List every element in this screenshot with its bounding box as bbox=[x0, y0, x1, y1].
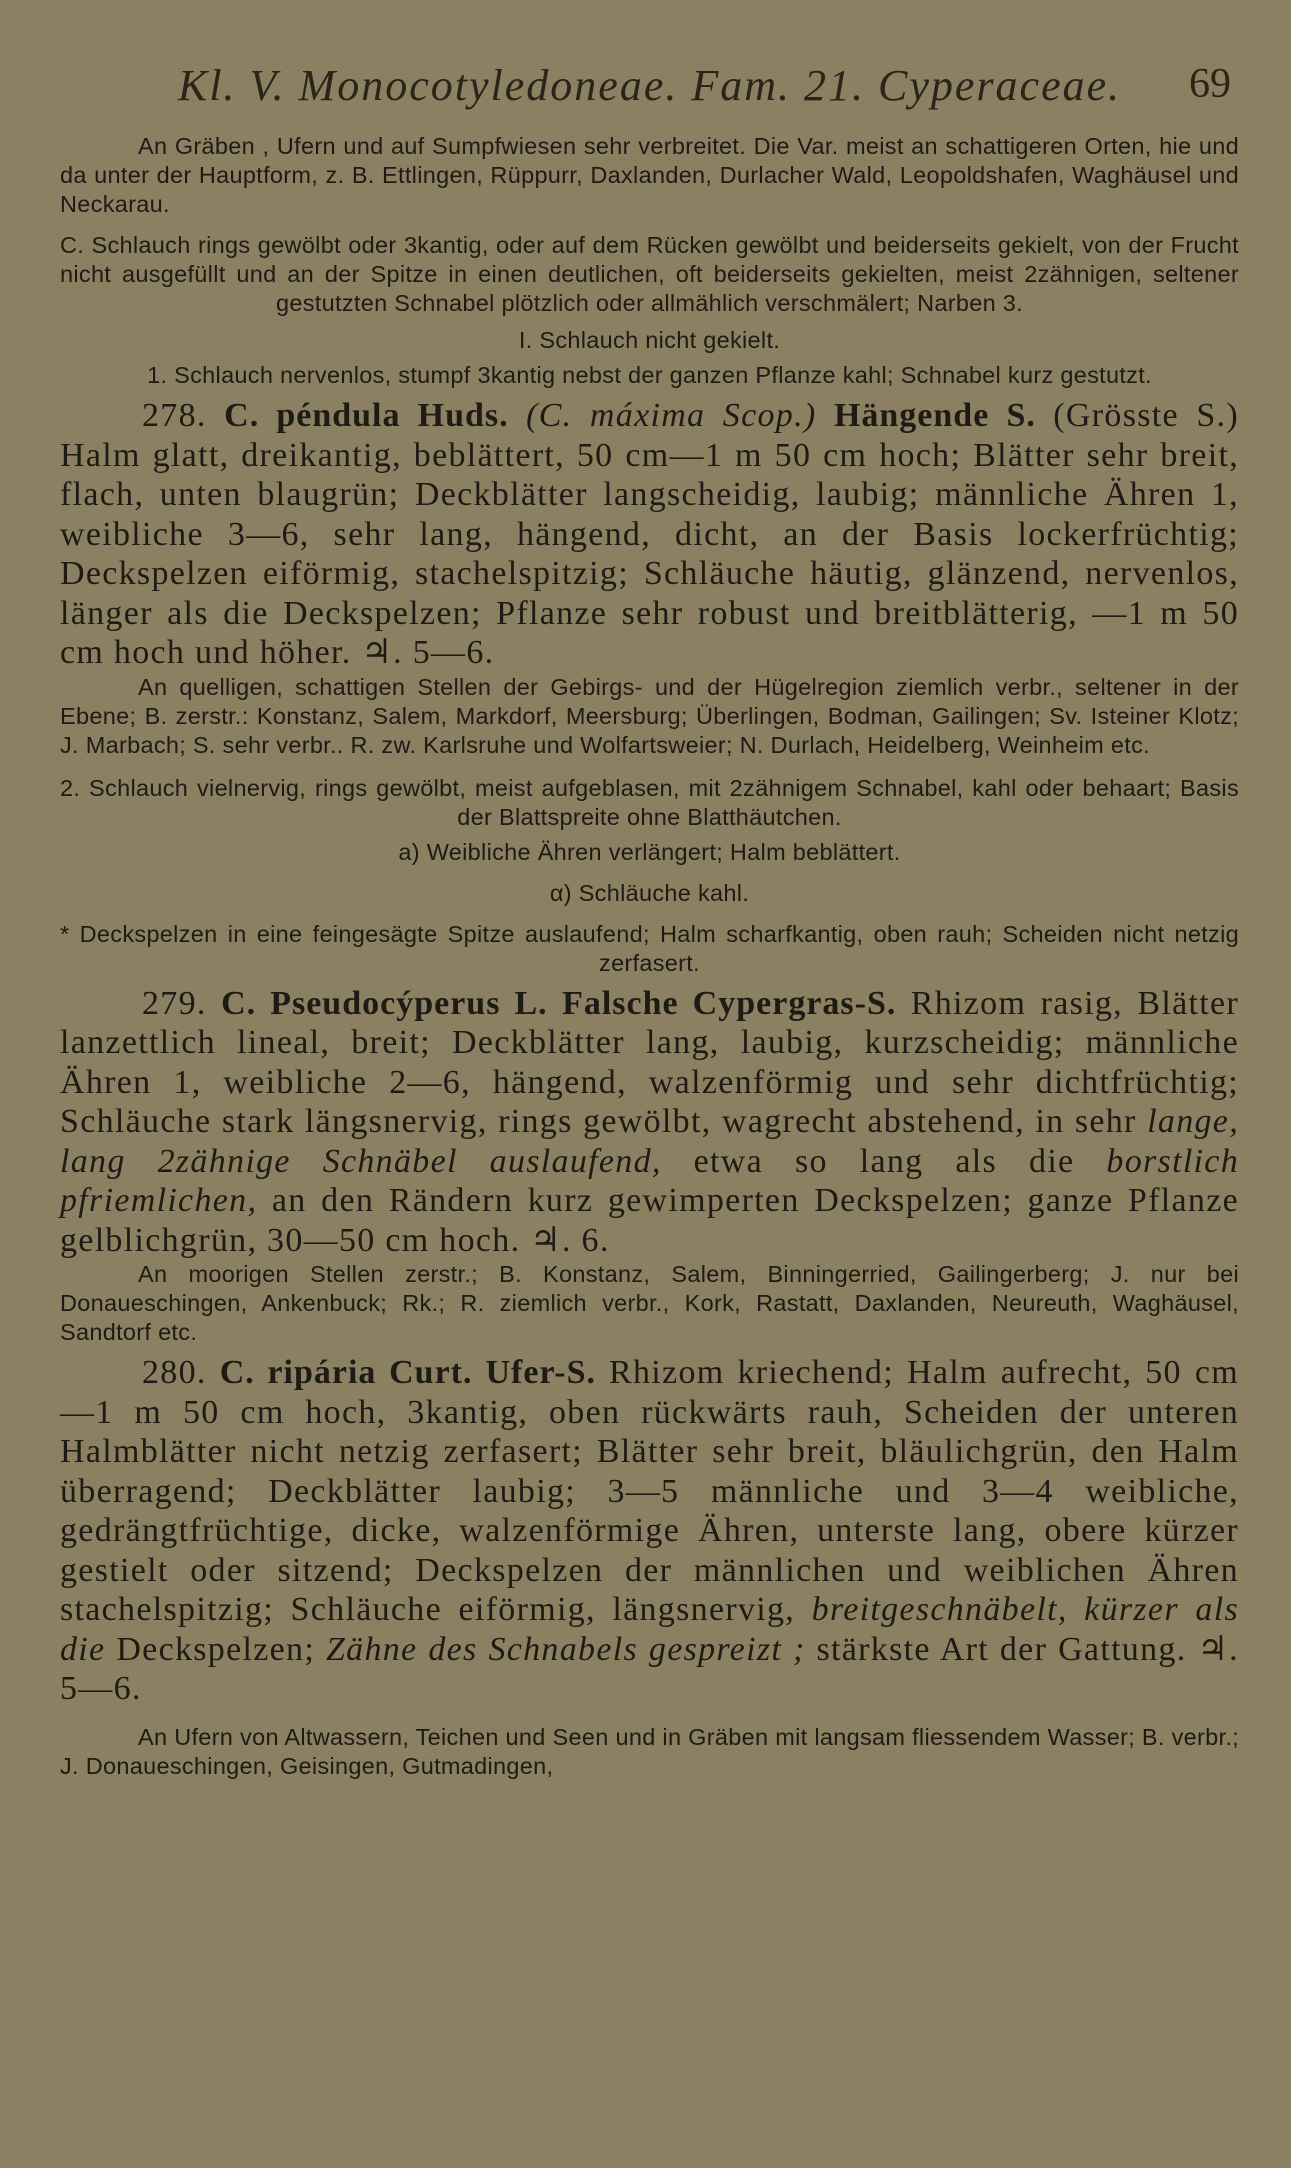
species-279-description-italic-1: lange, lang 2zähnige Schnäbel auslaufend, bbox=[60, 1103, 1239, 1180]
species-280-description-a: Rhizom kriechend; Halm aufrecht, 50 cm—1 m 50 cm hoch, 3kantig, oben rückwärts rauh, Scheiden der unteren Halmblätter nicht netzig zerfasert; Blätter sehr breit, bläulichgrün, den Halm überragend; Deckblätter laubig; 3—5 männliche und 3—4 weibliche, gedrängtfrüchtige, dicke, walzenförmige Ähren, unterste lang, obere kürzer gestielt oder sitzend; Deckspelzen der männlichen und weiblichen Ähren stachelspitzig; Schläuche eiförmig, längsnervig, bbox=[60, 1354, 1239, 1628]
key-section-c: C. Schlauch rings gewölbt oder 3kantig, oder auf dem Rücken gewölbt und beiderseits gekielt, von der Frucht nicht ausgefüllt und an der Spitze in einen deutlichen, oft beiderseits gekielten, meist 2zähnigen, seltener gestutzten Schnabel plötzlich oder allmählich verschmälert; Narben 3. bbox=[60, 232, 1239, 316]
species-279-description-a: Rhizom rasig, Blätter lanzettlich lineal, breit; Deckblätter lang, laubig, kurzscheidig; männliche Ähren 1, weibliche 2—6, hängend, walzenförmig und sehr dichtfrüchtig; Schläuche stark längsnervig, rings gewölbt, wagrecht abstehend, in sehr bbox=[60, 984, 1239, 1140]
habitat-note-279: An moorigen Stellen zerstr.; B. Konstanz, Salem, Binningerried, Gailingerberg; J. nur bei Donaueschingen, Ankenbuck; Rk.; R. ziemlich verbr., Kork, Rastatt, Daxlanden, Neureuth, Waghäusel, Sandtorf etc. bbox=[60, 1261, 1239, 1345]
habitat-note-280: An Ufern von Altwassern, Teichen und Seen und in Gräben mit langsam fliessendem Wasser; B. verbr.; J. Donaueschingen, Geisingen, Gutmadingen, bbox=[60, 1723, 1239, 1779]
species-280-number: 280. bbox=[142, 1354, 207, 1391]
species-279-description-c: an den Rändern kurz gewimperten Deckspelzen; ganze Pflanze gelblichgrün, 30—50 cm hoch. ♃. 6. bbox=[60, 1182, 1239, 1259]
key-item-2a: a) Weibliche Ähren verlängert; Halm beblättert. bbox=[398, 838, 901, 865]
species-279-description-italic-2: borstlich pfriemlichen, bbox=[60, 1142, 1239, 1219]
species-280-name: C. ripária Curt. bbox=[219, 1354, 473, 1391]
habitat-note-278: An quelligen, schattigen Stellen der Gebirgs- und der Hügelregion ziemlich verbr., seltener in der Ebene; B. zerstr.: Konstanz, Salem, Markdorf, Meersburg; Überlingen, Bodman, Gailingen; Sv. Isteiner Klotz; J. Marbach; S. sehr verbr.. R. zw. Karlsruhe und Wolfartsweier; N. Durlach, Heidelberg, Weinheim etc. bbox=[60, 673, 1239, 758]
species-278-number: 278. bbox=[142, 397, 207, 434]
species-279-name: C. Pseudocýperus L. bbox=[221, 984, 548, 1022]
species-280-description-italic-1: breitgeschnäbelt, kürzer als die bbox=[60, 1591, 1239, 1668]
key-item-star: * Deckspelzen in eine feingesägte Spitze auslaufend; Halm scharfkantig, oben rauh; Scheiden nicht netzig zerfasert. bbox=[60, 920, 1239, 976]
header-title: Kl. V. Monocotyledoneae. Fam. 21. Cyperaceae. bbox=[177, 61, 1122, 110]
species-279-common-name: Falsche Cypergras-S. bbox=[562, 984, 897, 1022]
species-280-description-b: Deckspelzen; bbox=[116, 1630, 316, 1668]
species-278 bbox=[60, 396, 1239, 673]
species-279-number: 279. bbox=[142, 984, 207, 1022]
species-280-description-c: stärkste Art der Gattung. ♃. 5—6. bbox=[60, 1630, 1239, 1707]
running-header bbox=[60, 60, 1239, 120]
species-278-common-name: Hängende S. bbox=[833, 397, 1036, 434]
species-280-common-name: Ufer-S. bbox=[485, 1354, 597, 1391]
species-279 bbox=[60, 984, 1239, 1261]
species-278-description: (Grösste S.) Halm glatt, dreikantig, beblättert, 50 cm—1 m 50 cm hoch; Blätter sehr breit, flach, unten blaugrün; Deckblätter langscheidig, laubig; männliche Ähren 1, weibliche 3—6, sehr lang, hängend, dicht, an der Basis lockerfrüchtig; Deckspelzen eiförmig, stachelspitzig; Schläuche häutig, glänzend, nervenlos, länger als die Deckspelzen; Pflanze sehr robust und breitblätterig, —1 m 50 cm hoch und höher. ♃. 5—6. bbox=[60, 397, 1239, 671]
key-item-1: 1. Schlauch nervenlos, stumpf 3kantig nebst der ganzen Pflanze kahl; Schnabel kurz gestutzt. bbox=[147, 362, 1152, 388]
key-item-alpha: α) Schläuche kahl. bbox=[549, 879, 750, 906]
habitat-note-1: An Gräben , Ufern und auf Sumpfwiesen sehr verbreitet. Die Var. meist an schattigeren Orten, hie und da unter der Hauptform, z. B. Ettlingen, Rüppurr, Daxlanden, Durlacher Wald, Leopoldshafen, Waghäusel und Neckarau. bbox=[60, 133, 1239, 217]
species-280 bbox=[60, 1353, 1239, 1709]
page-number: 69 bbox=[1189, 61, 1231, 107]
species-278-synonym: (C. máxima Scop.) bbox=[526, 397, 817, 434]
key-item-2: 2. Schlauch vielnervig, rings gewölbt, meist aufgeblasen, mit 2zähnigem Schnabel, kahl oder behaart; Basis der Blattspreite ohne Blatthäutchen. bbox=[60, 774, 1239, 830]
species-280-description-italic-2: Zähne des Schnabels gespreizt ; bbox=[325, 1630, 806, 1668]
species-279-description-b: etwa so lang als die bbox=[693, 1142, 1075, 1180]
key-heading-i: I. Schlauch nicht gekielt. bbox=[518, 327, 781, 353]
species-278-name: C. péndula Huds. bbox=[224, 397, 509, 434]
